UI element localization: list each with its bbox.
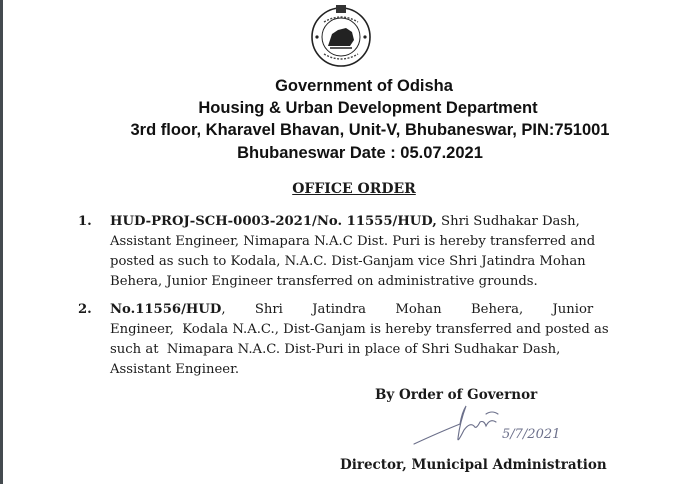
signature-date: 5/7/2021: [502, 427, 561, 442]
scan-edge: [0, 0, 3, 484]
paragraph-text: , Shri Jatindra Mohan Behera, Junior: [221, 302, 594, 317]
header-date: Bhubaneswar Date : 05.07.2021: [237, 144, 483, 162]
paragraph-text: Shri Sudhakar Dash,: [436, 214, 580, 229]
paragraph-number: 1.: [78, 214, 92, 229]
paragraph-line: [78, 212, 648, 232]
paragraph-number: 2.: [78, 302, 92, 317]
office-order-title: OFFICE ORDER: [292, 181, 416, 197]
paragraph-line: such at Nimapara N.A.C. Dist-Puri in place of Shri Sudhakar Dash,: [110, 342, 561, 357]
header-department: Housing & Urban Development Department: [198, 99, 538, 117]
order-reference: HUD-PROJ-SCH-0003-2021/No. 11555/HUD,: [110, 214, 437, 229]
paragraph-line: posted as such to Kodala, N.A.C. Dist-Ganjam vice Shri Jatindra Mohan: [110, 254, 586, 269]
header-address: 3rd floor, Kharavel Bhavan, Unit-V, Bhubaneswar, PIN:751001: [130, 121, 610, 139]
paragraph-line: Behera, Junior Engineer transferred on administrative grounds.: [110, 274, 538, 289]
signatory-designation: Director, Municipal Administration: [340, 457, 607, 473]
header-government: Government of Odisha: [275, 77, 453, 95]
order-reference: No.11556/HUD: [110, 302, 222, 317]
paragraph-line: Assistant Engineer, Nimapara N.A.C Dist. Puri is hereby transferred and: [110, 234, 596, 249]
order-paragraph-1: [78, 212, 648, 292]
paragraph-line: [78, 300, 648, 320]
paragraph-line: Assistant Engineer.: [110, 362, 240, 377]
by-order-of-governor: By Order of Governor: [375, 387, 538, 403]
paragraph-line: Engineer, Kodala N.A.C., Dist-Ganjam is hereby transferred and posted as: [110, 322, 609, 337]
odisha-emblem-icon: [308, 2, 374, 68]
handwritten-signature: [410, 404, 570, 448]
order-paragraph-2: [78, 300, 648, 380]
